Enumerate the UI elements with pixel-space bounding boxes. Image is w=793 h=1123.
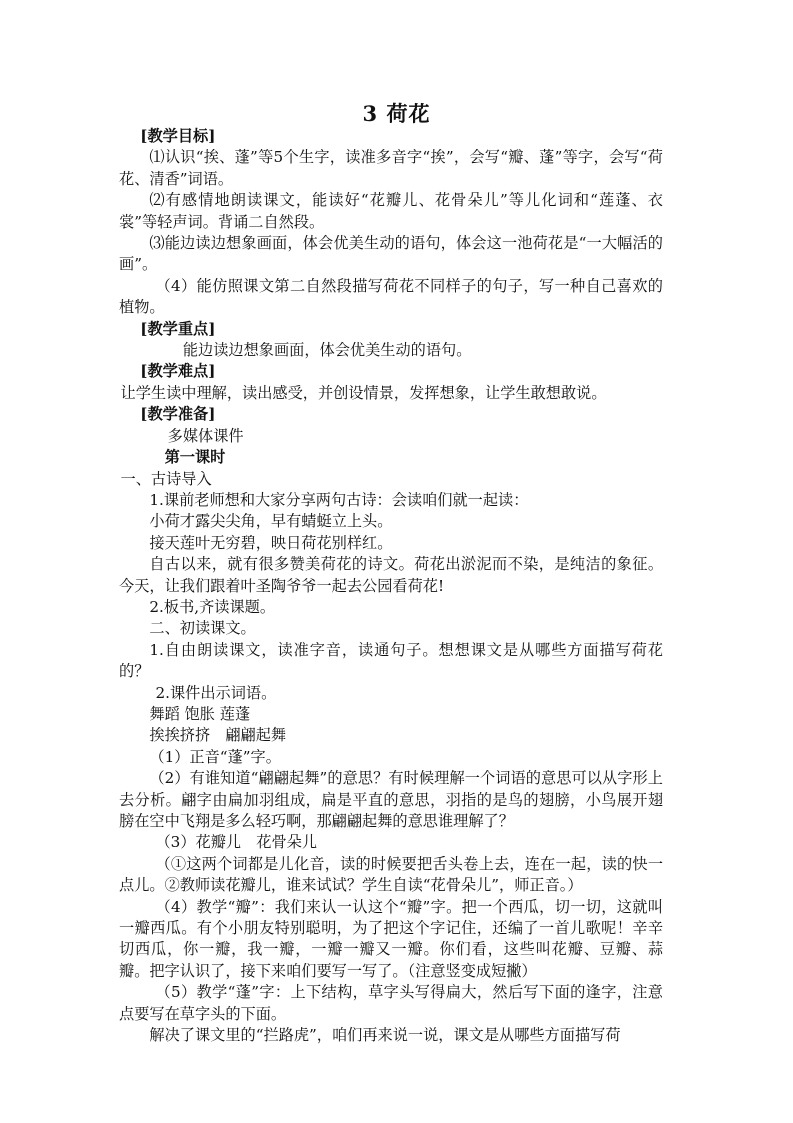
difficulties-text: 让学生读中理解，读出感受，并创设情景，发挥想象，让学生敢想敢说。: [120, 383, 607, 402]
step-point-2: （2）有谁知道“翩翩起舞”的意思？有时候理解一个词语的意思可以从字形上去分析。翩字由扁加羽组成，扁是平直的意思，羽指的是鸟的翅膀，小鸟展开翅膀在空中飞翔是多么轻巧啊，那翩翩起舞的意思谁理解了？: [119, 769, 663, 830]
step-point-3: （3）花瓣儿 花骨朵儿: [155, 833, 318, 852]
section-1-heading: 一、古诗导入: [120, 469, 212, 488]
goal-item-4: （4）能仿照课文第二自然段描写荷花不同样子的句子，写一种自己喜欢的植物。: [119, 276, 663, 317]
preparation-text: 多媒体课件: [167, 426, 244, 445]
goal-item-1: ⑴认识“挨、蓬”等5个生字，读准多音字“挨”，会写“瓣、蓬”等字，会写“荷花、清香”词语。: [119, 148, 663, 188]
section-2-heading: 二、初读课文。: [149, 619, 256, 638]
section-2-step-2: 2.课件出示词语。: [155, 683, 277, 702]
section-1-step-2: 2.板书,齐读课题。: [149, 597, 276, 616]
page-title: 3 荷花: [362, 101, 431, 126]
step-point-5: （5）教学“蓬”字：上下结构，草字头写得扁大，然后写下面的逢字，注意点要写在草字头的下面。: [119, 983, 663, 1023]
goal-item-2: ⑵有感情地朗读课文，能读好“花瓣儿、花骨朵儿”等儿化词和“莲蓬、衣裳”等轻声词。背诵二自然段。: [119, 191, 663, 231]
word-list-1: 舞蹈 饱胀 莲蓬: [149, 704, 251, 723]
goals-heading: [教学目标]: [140, 127, 216, 145]
key-points-heading: [教学重点]: [140, 319, 216, 338]
poem-line-1: 小荷才露尖尖角，早有蜻蜓立上头。: [149, 512, 393, 531]
step-point-3-note: （①这两个词都是儿化音，读的时候要把舌头卷上去，连在一起，读的快一点儿。②教师读花瓣儿，谁来试试？学生自读“花骨朵儿”，师正音。）: [119, 854, 663, 895]
section-2-step-1: 1.自由朗读课文，读准字音，读通句子。想想课文是从哪些方面描写荷花的？: [119, 640, 663, 681]
step-point-4: （4）教学“瓣”：我们来认一认这个“瓣”字。把一个西瓜，切一切，这就叫一瓣西瓜。有个小朋友特别聪明，为了把这个字记住，还编了一首儿歌呢！辛辛切西瓜，你一瓣，我一瓣，一瓣一瓣又一瓣。你们看，这些叫花瓣、豆瓣、蒜瓣。把字认识了，接下来咱们要写一写了。（注意竖变成短撇）: [119, 897, 663, 980]
poem-line-2: 接天莲叶无穷碧，映日荷花别样红。: [149, 533, 393, 552]
document-body: [119, 126, 663, 1046]
intro-paragraph: 自古以来，就有很多赞美荷花的诗文。荷花出淤泥而不染，是纯洁的象征。今天，让我们跟着叶圣陶爷爷一起去公园看荷花!: [119, 555, 663, 595]
difficulties-heading: [教学难点]: [140, 362, 216, 381]
section-1-step-1: 1.课前老师想和大家分享两句古诗：会读咱们就一起读：: [149, 490, 529, 509]
key-points-text: 能边读边想象画面，体会优美生动的语句。: [182, 341, 472, 360]
word-list-2: 挨挨挤挤 翩翩起舞: [149, 726, 287, 745]
step-point-1: （1）正音“蓬”字。: [149, 747, 281, 766]
closing-paragraph: 解决了课文里的“拦路虎”，咱们再来说一说，课文是从哪些方面描写荷: [149, 1026, 621, 1045]
goal-item-3: ⑶能边读边想象画面，体会优美生动的语句，体会这一池荷花是“一大幅活的画”。: [119, 234, 663, 274]
preparation-heading: [教学准备]: [140, 405, 216, 424]
lesson-heading: 第一课时: [164, 448, 226, 467]
